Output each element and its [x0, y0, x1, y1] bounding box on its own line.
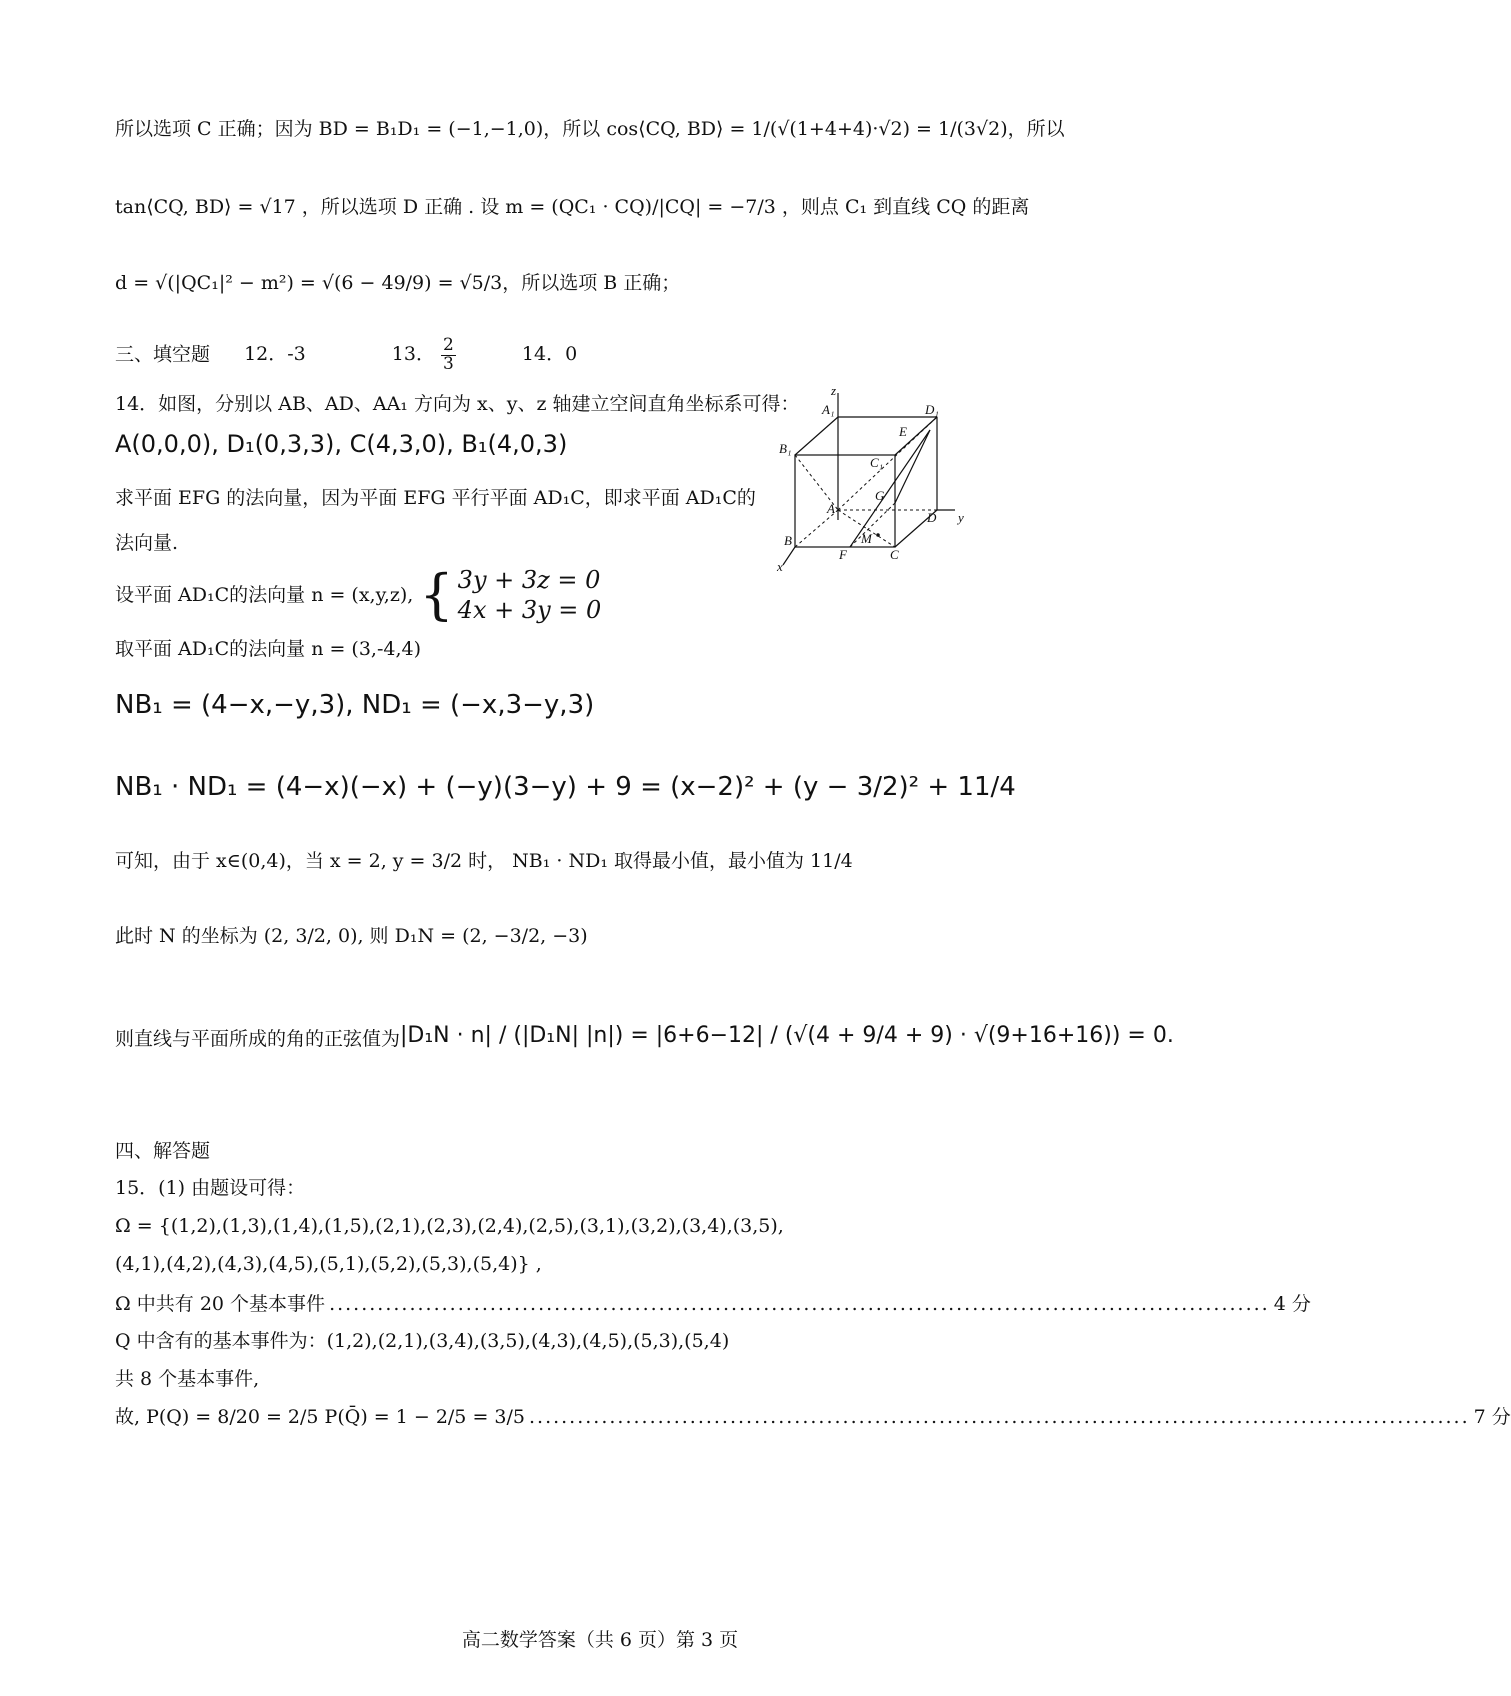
omega-count-row — [115, 1293, 1311, 1316]
label-F: F — [839, 547, 847, 562]
sine-expression: |D₁N · n| / (|D₁N| |n|) = |6+6−12| / (√(4 + 9/4 + 9) · √(9+16+16)) = 0. — [400, 1023, 1174, 1048]
label-D1: D₁ — [925, 402, 939, 417]
prob-row — [115, 1406, 1511, 1429]
label-G: G — [875, 488, 885, 503]
label-x: x — [777, 559, 783, 574]
fill-head: 三、填空题 — [115, 343, 211, 366]
q14-intro: 14．如图，分别以 AB、AD、AA₁ 方向为 x、y、z 轴建立空间直角坐标系可得： — [115, 393, 800, 415]
label-B: B — [784, 533, 792, 548]
vector-defs: NB₁ = (4−x,−y,3), ND₁ = (−x,3−y,3) — [115, 690, 595, 720]
dot-leader: ..................................................................................................................... — [329, 1293, 1270, 1315]
label-y: y — [958, 510, 964, 525]
a13-num: 2 — [443, 335, 454, 355]
sys-eq-2: 4x + 3y = 0 — [457, 596, 602, 624]
sys-eq-1: 3y + 3z = 0 — [457, 566, 601, 594]
equation-system — [458, 565, 602, 625]
dot-product: NB₁ · ND₁ = (4−x)(−x) + (−y)(3−y) + 9 = (x−2)² + (y − 3/2)² + 11/4 — [115, 772, 1016, 802]
normal-text-1: 求平面 EFG 的法向量，因为平面 EFG 平行平面 AD₁C，即求平面 AD₁C的 — [115, 487, 756, 509]
brace-icon: { — [419, 563, 454, 626]
answer-13-fraction — [441, 337, 456, 374]
normal-text-2: 法向量. — [115, 532, 179, 554]
q-events: Q 中含有的基本事件为：(1,2),(2,1),(3,4),(3,5),(4,3),(4,5),(5,3),(5,4) — [115, 1330, 730, 1352]
text-line-1: 所以选项 C 正确；因为 BD = B₁D₁ = (−1,−1,0)，所以 cos⟨CQ, BD⟩ = 1/(√(1+4+4)·√2) = 1/(3√2)，所以 — [115, 118, 1065, 140]
omega-count: Ω 中共有 20 个基本事件 — [115, 1293, 326, 1315]
answer-14: 14．0 — [521, 343, 578, 366]
a13-den: 3 — [443, 353, 454, 374]
label-C1: C₁ — [870, 455, 884, 470]
text-line-2: tan⟨CQ, BD⟩ = √17 ，所以选项 D 正确 . 设 m = (QC₁ · CQ)/|CQ| = −7/3 ，则点 C₁ 到直线 CQ 的距离 — [115, 196, 1030, 218]
cube-figure — [775, 385, 975, 580]
min-text: 可知，由于 x∈(0,4)，当 x = 2, y = 3/2 时， NB₁ · ND₁ 取得最小值，最小值为 11/4 — [115, 850, 853, 872]
solve-section-header: 四、解答题 — [115, 1140, 211, 1162]
omega-line-2: (4,1),(4,2),(4,3),(4,5),(5,1),(5,2),(5,3),(5,4)} , — [115, 1253, 542, 1275]
score-7: 7 分 — [1473, 1406, 1511, 1428]
label-A1: A₁ — [822, 402, 835, 417]
score-4: 4 分 — [1273, 1293, 1311, 1315]
label-D: D — [927, 510, 937, 525]
eight-events: 共 8 个基本事件, — [115, 1368, 260, 1390]
label-M: M — [861, 531, 872, 546]
probability: 故, P(Q) = 8/20 = 2/5 P(Q̄) = 1 − 2/5 = 3/5 — [115, 1406, 525, 1428]
take-normal: 取平面 AD₁C的法向量 n = (3,-4,4) — [115, 638, 422, 660]
n-coordinate: 此时 N 的坐标为 (2, 3/2, 0), 则 D₁N = (2, −3/2, −3) — [115, 925, 588, 947]
omega-line-1: Ω = {(1,2),(1,3),(1,4),(1,5),(2,1),(2,3),(2,4),(2,5),(3,1),(3,2),(3,4),(3,5), — [115, 1215, 784, 1237]
text-line-3: d = √(|QC₁|² − m²) = √(6 − 49/9) = √5/3，所以选项 B 正确； — [115, 272, 681, 294]
label-C: C — [890, 547, 899, 562]
dot-leader-2: ..................................................................................................................... — [528, 1406, 1470, 1428]
label-E: E — [899, 424, 907, 439]
set-normal-text: 设平面 AD₁C的法向量 n = (x,y,z), — [115, 583, 414, 606]
page-footer: 高二数学答案（共 6 页）第 3 页 — [461, 1629, 739, 1651]
set-normal-row — [115, 565, 601, 625]
fill-section-header — [115, 337, 577, 374]
answer-13-label: 13． — [391, 343, 435, 366]
label-B1: B₁ — [779, 441, 792, 456]
label-A: A — [827, 501, 835, 516]
q15-part1: 15．(1) 由题设可得： — [115, 1177, 306, 1199]
label-z: z — [831, 383, 837, 398]
sine-label: 则直线与平面所成的角的正弦值为 — [115, 1028, 401, 1050]
answer-12: 12．-3 — [244, 343, 306, 366]
q14-coords: A(0,0,0), D₁(0,3,3), C(4,3,0), B₁(4,0,3) — [115, 430, 568, 458]
